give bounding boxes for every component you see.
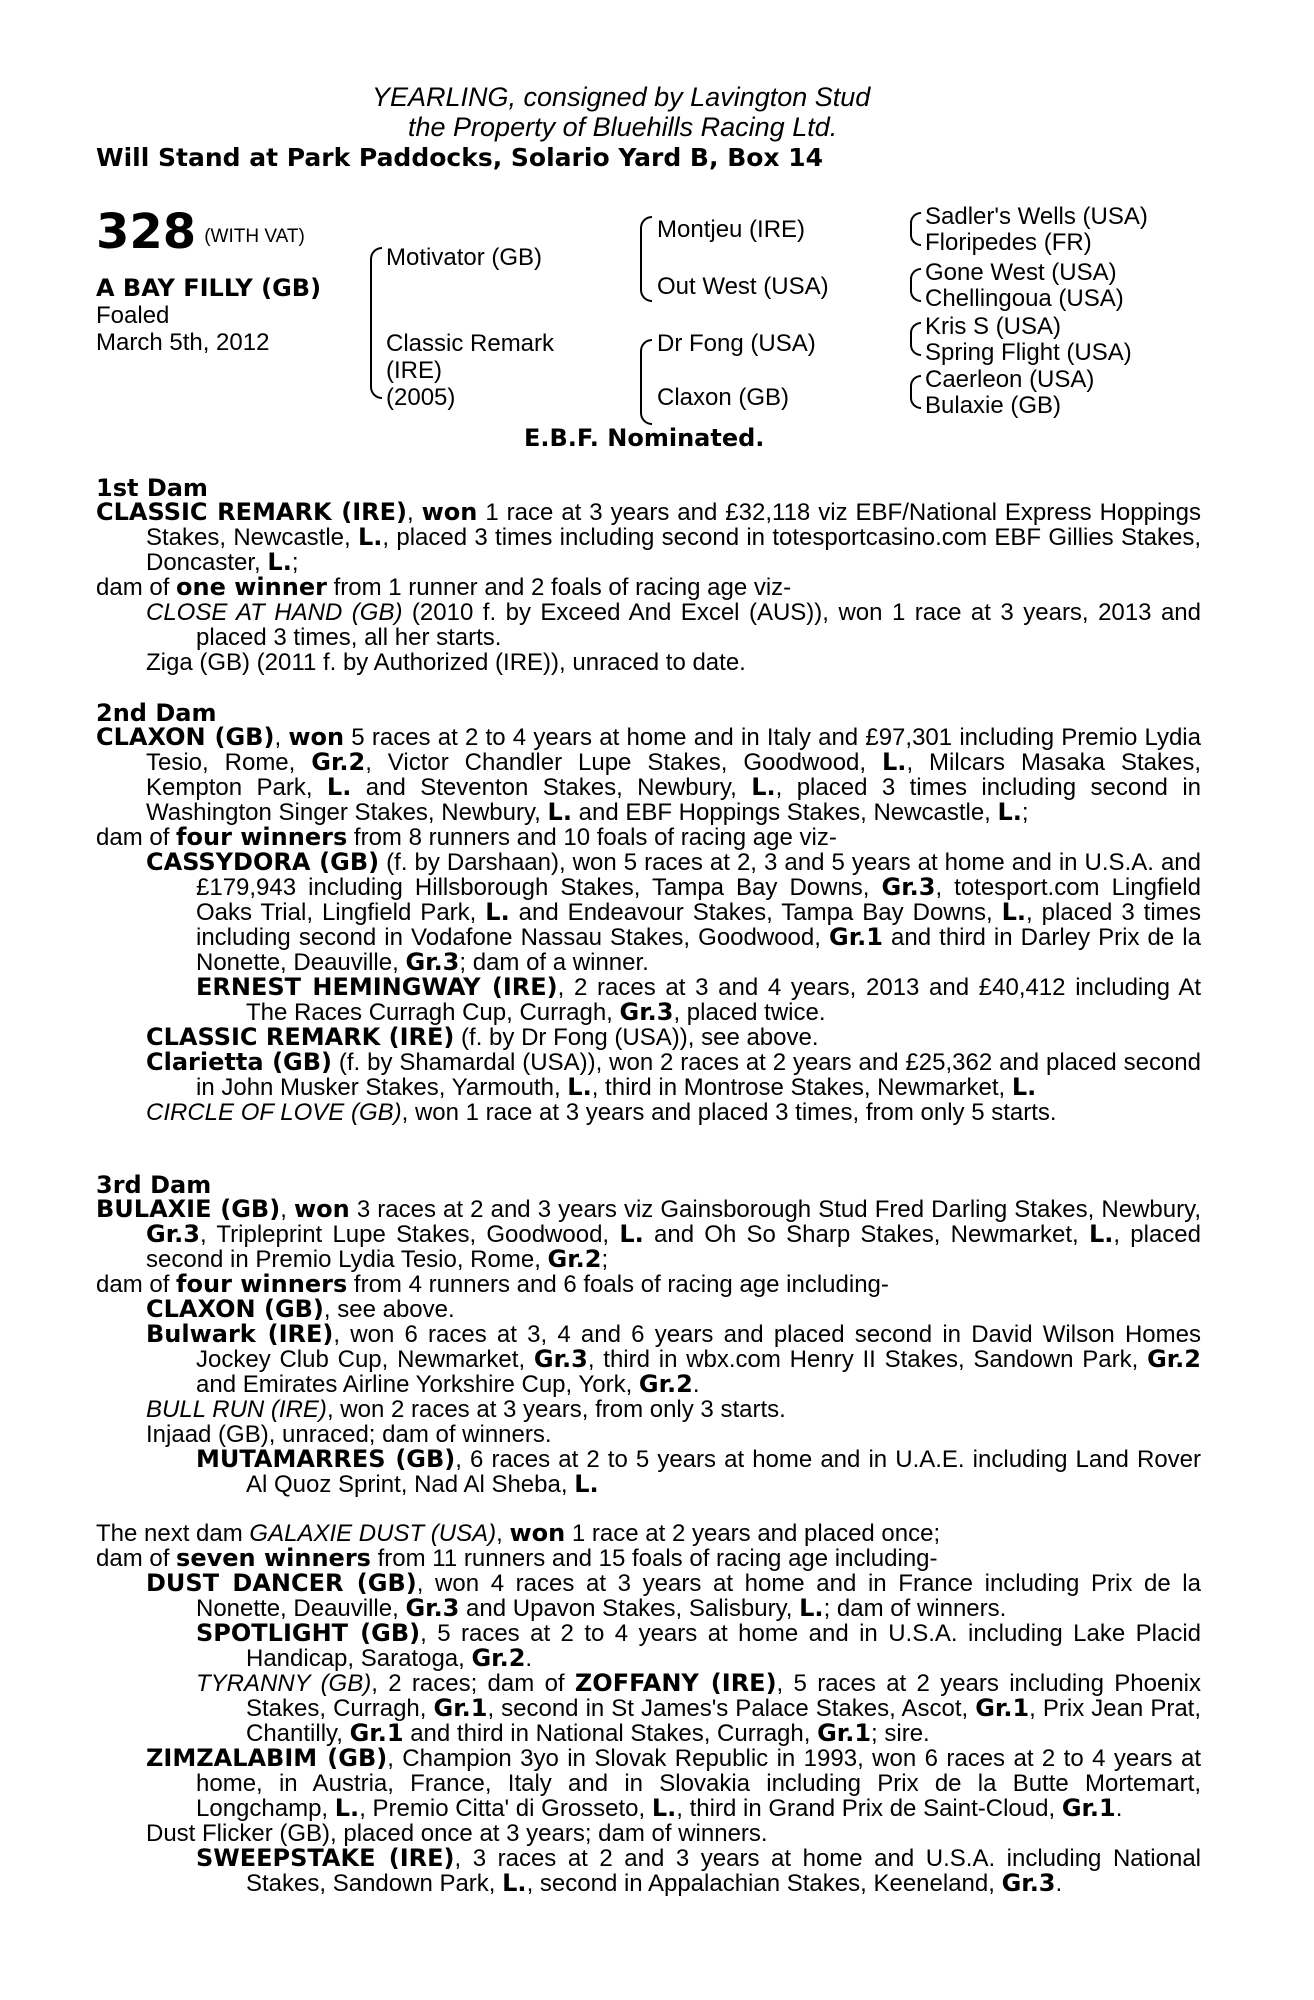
foal-dust-dancer: DUST DANCER (GB), won 4 races at 3 years at home and in France including Prix de la Nonette, Deauville, Gr.3 and Upavon Stakes, Salisbury, L.; dam of winners. [146, 1569, 1201, 1622]
ss-dam: Floripedes (FR) [925, 229, 1092, 256]
brace-sd [910, 268, 921, 302]
foal-ziga: Ziga (GB) (2011 f. by Authorized (IRE)), unraced to date. [146, 649, 746, 676]
foal-close-at-hand: CLOSE AT HAND (GB) (2010 f. by Exceed And Excel (AUS)), won 1 race at 3 years, 2013 and placed 3 times, all her starts. [146, 599, 1201, 651]
foal-ernest-hemingway: ERNEST HEMINGWAY (IRE), 2 races at 3 and 4 years, 2013 and £40,412 including At The Races Curragh Cup, Curragh, Gr.3, placed twice. [196, 973, 1201, 1026]
third-dam-produce: dam of four winners from 4 runners and 6 foals of racing age including- [96, 1270, 889, 1298]
third-dam-section [96, 1197, 1201, 1497]
next-dam-record: The next dam GALAXIE DUST (USA), won 1 race at 2 years and placed once; [96, 1519, 941, 1547]
dam-name: CLASSIC REMARK (IRE) [96, 498, 407, 526]
won-label: won [421, 498, 478, 526]
sd-sire: Gone West (USA) [925, 259, 1117, 286]
foal-tyranny: TYRANNY (GB), 2 races; dam of ZOFFANY (IRE), 5 races at 2 years including Phoenix Stakes, Curragh, Gr.1, second in St James's Palace Stakes, Ascot, Gr.1, Prix Jean Prat, Chantilly, Gr.1 and third in National Stakes, Curragh, Gr.1; sire. [196, 1669, 1201, 1747]
ebf-nominated: E.B.F. Nominated. [524, 424, 765, 452]
foal-cassydora: CASSYDORA (GB) (f. by Darshaan), won 5 races at 2, 3 and 5 years at home and in U.S.A. and £179,943 including Hillsborough Stakes, Tampa Bay Downs, Gr.3, totesport.com Lingfield Oaks Trial, Lingfield Park, L. and Endeavour Stakes, Tampa Bay Downs, L., placed 3 times including second in Vodafone Nassau Stakes, Goodwood, Gr.1 and third in Darley Prix de la Nonette, Deauville, Gr.3; dam of a winner. [146, 848, 1201, 976]
second-dam-heading: 2nd Dam [96, 699, 217, 727]
lot-number-block [96, 206, 305, 258]
third-dam-record: BULAXIE (GB), won 3 races at 2 and 3 years viz Gainsborough Stud Fred Darling Stakes, Newbury, Gr.3, Tripleprint Lupe Stakes, Goodwood, L. and Oh So Sharp Stakes, Newmarket, L., placed second in Premio Lydia Tesio, Rome, Gr.2; [96, 1195, 1202, 1273]
dam-line1: Classic Remark [386, 330, 555, 357]
property-line: the Property of Bluehills Racing Ltd. [408, 112, 838, 142]
dam-line2: (IRE) [386, 357, 442, 384]
foal-circle-of-love: CIRCLE OF LOVE (GB), won 1 race at 3 years and placed 3 times, from only 5 starts. [146, 1099, 1057, 1126]
brace-dd [910, 375, 921, 409]
foal-zimzalabim: ZIMZALABIM (GB), Champion 3yo in Slovak Republic in 1993, won 6 races at 2 to 4 years at home, in Austria, France, Italy and in Slovakia including Prix de la Butte Mortemart, Longchamp, L., Premio Citta' di Grosseto, L., third in Grand Prix de Saint-Cloud, Gr.1. [146, 1744, 1201, 1822]
sire-dam: Out West (USA) [657, 273, 829, 300]
brace-dam-parents [640, 339, 652, 425]
foaled-label: Foaled [96, 302, 170, 329]
next-dam-section [96, 1521, 1201, 1896]
stand-location: Will Stand at Park Paddocks, Solario Yard B, Box 14 [96, 143, 824, 172]
sire: Motivator (GB) [386, 244, 543, 271]
dam-sire: Dr Fong (USA) [657, 330, 816, 357]
third-dam-heading: 3rd Dam [96, 1171, 212, 1199]
lot-number: 328 [96, 204, 197, 260]
first-dam-heading: 1st Dam [96, 474, 208, 502]
foaled-date: March 5th, 2012 [96, 329, 270, 356]
dd-sire: Caerleon (USA) [925, 366, 1095, 393]
brace-parents [370, 247, 382, 399]
ds-sire: Kris S (USA) [925, 313, 1062, 340]
first-dam-produce: dam of one winner from 1 runner and 2 foals of racing age viz- [96, 573, 792, 601]
foal-bulwark: Bulwark (IRE), won 6 races at 3, 4 and 6 years and placed second in David Wilson Homes Jockey Club Cup, Newmarket, Gr.3, third in wbx.com Henry II Stakes, Sandown Park, Gr.2 and Emirates Airline Yorkshire Cup, York, Gr.2. [146, 1320, 1201, 1398]
foal-dust-flicker: Dust Flicker (GB), placed once at 3 years; dam of winners. [146, 1820, 768, 1847]
foal-injaad: Injaad (GB), unraced; dam of winners. [146, 1421, 552, 1448]
sd-dam: Chellingoua (USA) [925, 285, 1124, 312]
foal-spotlight: SPOTLIGHT (GB), 5 races at 2 to 4 years at home and in U.S.A. including Lake Placid Handicap, Saratoga, Gr.2. [196, 1619, 1202, 1672]
foal-bull-run: BULL RUN (IRE), won 2 races at 3 years, from only 3 starts. [146, 1396, 786, 1423]
second-dam-record: CLAXON (GB), won 5 races at 2 to 4 years at home and in Italy and £97,301 including Premio Lydia Tesio, Rome, Gr.2, Victor Chandler Lupe Stakes, Goodwood, L., Milcars Masaka Stakes, Kempton Park, L. and Steventon Stakes, Newbury, L., placed 3 times including second in Washington Singer Stakes, Newbury, L. and EBF Hoppings Stakes, Newcastle, L.; [96, 723, 1201, 826]
brace-ds [910, 322, 921, 356]
second-dam-produce: dam of four winners from 8 runners and 10 foals of racing age viz- [96, 823, 837, 851]
foal-sweepstake: SWEEPSTAKE (IRE), 3 races at 2 and 3 years at home and U.S.A. including National Stakes, Sandown Park, L., second in Appalachian Stakes, Keeneland, Gr.3. [196, 1844, 1202, 1897]
brace-sire-parents [640, 216, 652, 302]
horse-name: A BAY FILLY (GB) [96, 274, 322, 302]
ds-dam: Spring Flight (USA) [925, 339, 1132, 366]
foal-mutamarres: MUTAMARRES (GB), 6 races at 2 to 5 years at home and in U.A.E. including Land Rover Al Quoz Sprint, Nad Al Sheba, L. [196, 1445, 1201, 1498]
consignor-line: YEARLING, consigned by Lavington Stud [372, 82, 871, 112]
next-dam-produce: dam of seven winners from 11 runners and 15 foals of racing age including- [96, 1544, 938, 1572]
brace-ss [910, 212, 921, 246]
foal-classic-remark: CLASSIC REMARK (IRE) (f. by Dr Fong (USA)), see above. [146, 1023, 819, 1051]
sire-sire: Montjeu (IRE) [657, 216, 806, 243]
ss-sire: Sadler's Wells (USA) [925, 203, 1148, 230]
dam-dam: Claxon (GB) [657, 384, 790, 411]
vat-label: (WITH VAT) [204, 226, 305, 247]
foal-clarietta: Clarietta (GB) (f. by Shamardal (USA)), won 2 races at 2 years and £25,362 and placed second in John Musker Stakes, Yarmouth, L., third in Montrose Stakes, Newmarket, L. [146, 1048, 1201, 1101]
dam-line3: (2005) [386, 384, 456, 411]
dd-dam: Bulaxie (GB) [925, 392, 1062, 419]
first-dam-record: CLASSIC REMARK (IRE), won 1 race at 3 years and £32,118 viz EBF/National Express Hoppings Stakes, Newcastle, L., placed 3 times including second in totesportcasino.com EBF Gillies Stakes, Doncaster, L.; [96, 498, 1202, 576]
foal-claxon: CLAXON (GB), see above. [146, 1295, 455, 1323]
first-dam-section [96, 500, 1201, 675]
second-dam-section [96, 725, 1201, 1125]
